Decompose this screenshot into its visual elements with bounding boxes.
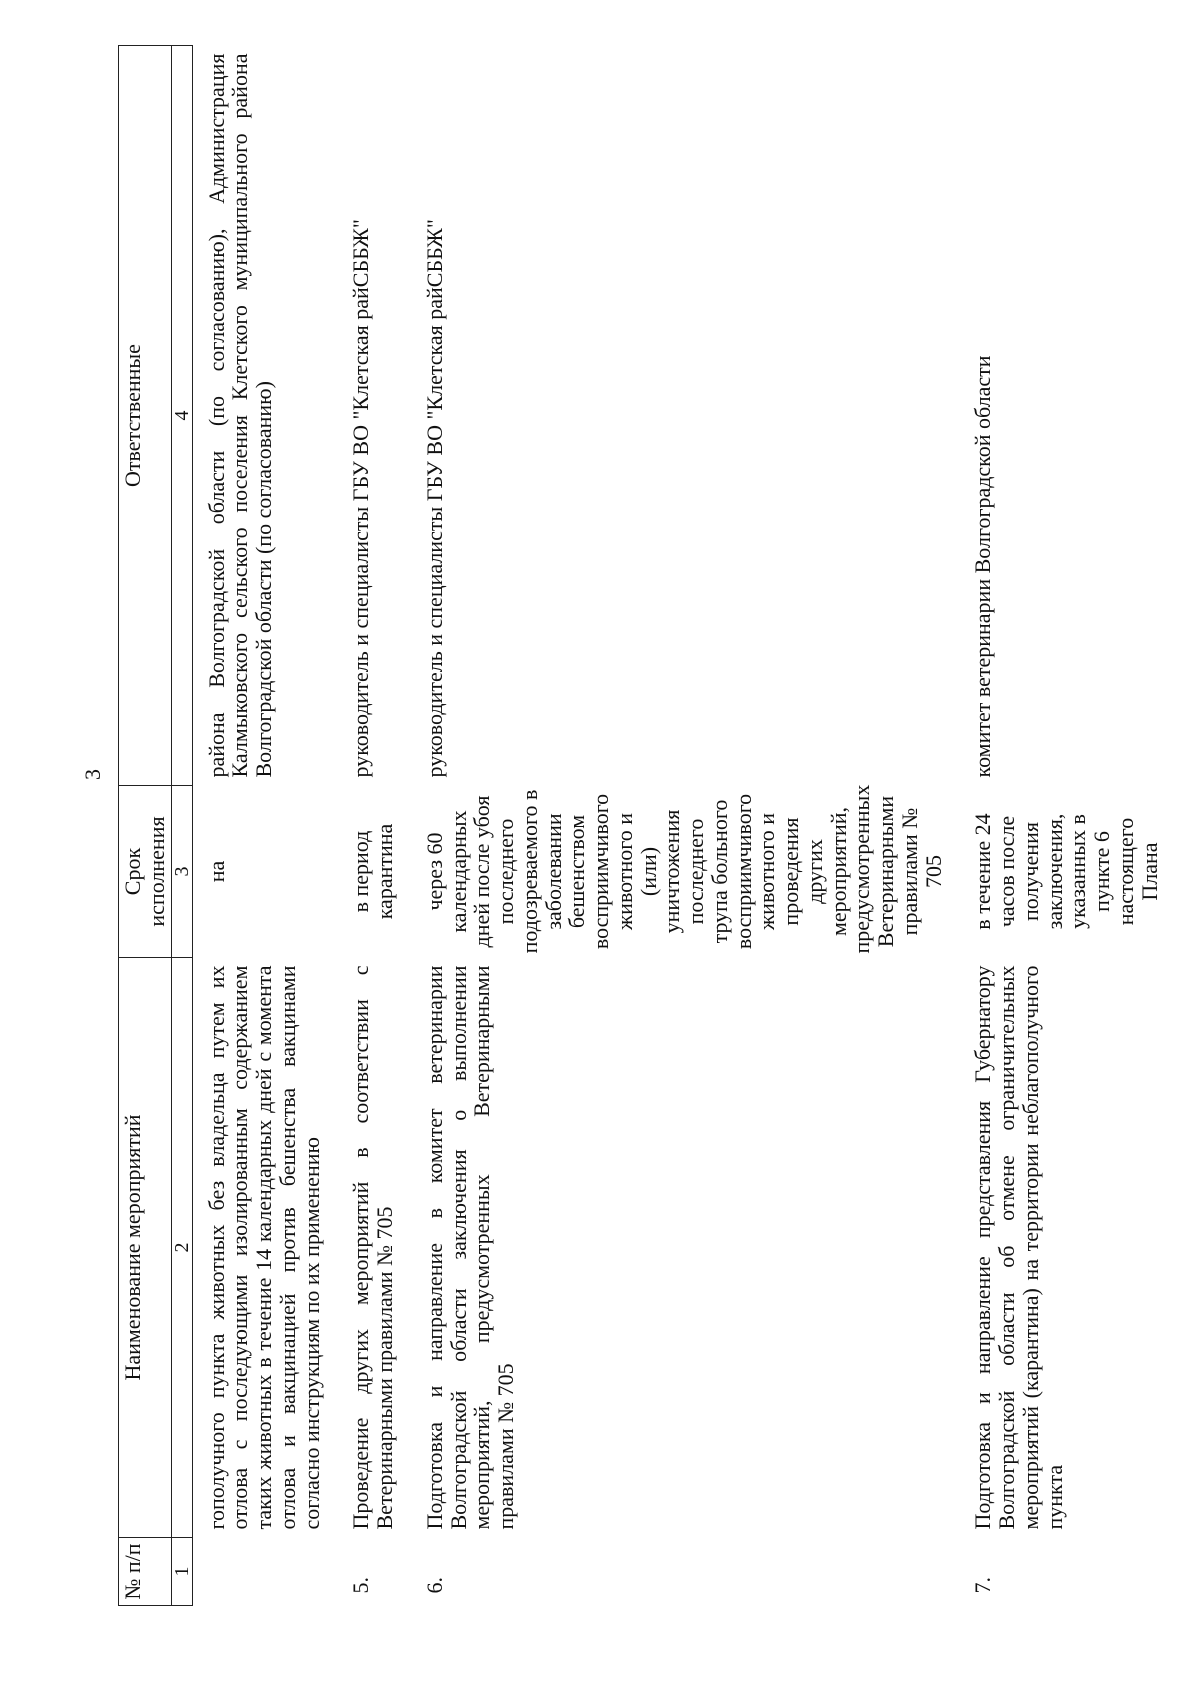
row-number: 5. xyxy=(348,1577,374,1594)
deadline: на xyxy=(203,860,229,883)
responsible: комитет ветеринарии Волгоградской области xyxy=(970,355,996,778)
row-number xyxy=(192,1538,337,1606)
column-number: 1 xyxy=(171,1538,192,1606)
row-number: 7. xyxy=(970,1577,996,1594)
measure-name: гополучного пункта животных без владельца путем их отлова с последующими изолированным содержанием таких животных в течение 14 календарных дней с момента отлова и вакцинацией против бешенства вакцинами согласно инструкциям по их применению xyxy=(203,965,324,1530)
header-responsible: Ответственные xyxy=(119,46,172,786)
measure-name: Подготовка и направление представления Губернатору Волгоградской области об отмене ограничительных мероприятий (карантина) на территории неблагополучного пункта xyxy=(970,965,1067,1530)
deadline: через 60 календарных дней после убоя последнего подозреваемого в заболевании бешенством восприимчивого животного и (или) уничтожения последнего трупа больного восприимчивого животного и проведения других мероприятий, предусмотренных Ветеринарными правилами № 705 xyxy=(421,784,946,954)
table-row xyxy=(959,46,1175,1606)
deadline: в период карантина xyxy=(348,823,397,920)
header-number: № п/п xyxy=(119,1538,172,1606)
column-number: 2 xyxy=(171,958,192,1538)
table-header-row xyxy=(119,46,172,1606)
column-number: 3 xyxy=(171,786,192,958)
measures-table xyxy=(118,45,1175,1606)
table-row xyxy=(411,46,960,1606)
responsible: руководитель и специалисты ГБУ ВО "Клетская райСББЖ" xyxy=(421,219,447,778)
measure-name: Проведение других мероприятий в соответствии с Ветеринарными правилами № 705 xyxy=(348,965,397,1530)
deadline: в течение 24 часов после получения заключения, указанных в пункте 6 настоящего Плана xyxy=(970,813,1162,930)
row-number: 6. xyxy=(421,1577,447,1594)
measure-name: Подготовка и направление в комитет ветеринарии Волгоградской области заключения о выполнении мероприятий, предусмотренных Ветеринарными правилами № 705 xyxy=(421,965,518,1530)
column-number: 4 xyxy=(171,46,192,786)
rotated-table-container xyxy=(118,46,1162,1606)
column-number-row xyxy=(171,46,192,1606)
header-deadline: Срок исполнения xyxy=(119,786,172,958)
page-number: 3 xyxy=(80,769,105,780)
responsible: района Волгоградской области (по согласованию), Администрация Калмыковского сельского поселения Клетского муниципального района Волгоградской области (по согласованию) xyxy=(203,53,276,778)
table-row xyxy=(337,46,411,1606)
table-row xyxy=(192,46,337,1606)
header-measure-name: Наименование мероприятий xyxy=(119,958,172,1538)
responsible: руководитель и специалисты ГБУ ВО "Клетская райСББЖ" xyxy=(348,219,374,778)
